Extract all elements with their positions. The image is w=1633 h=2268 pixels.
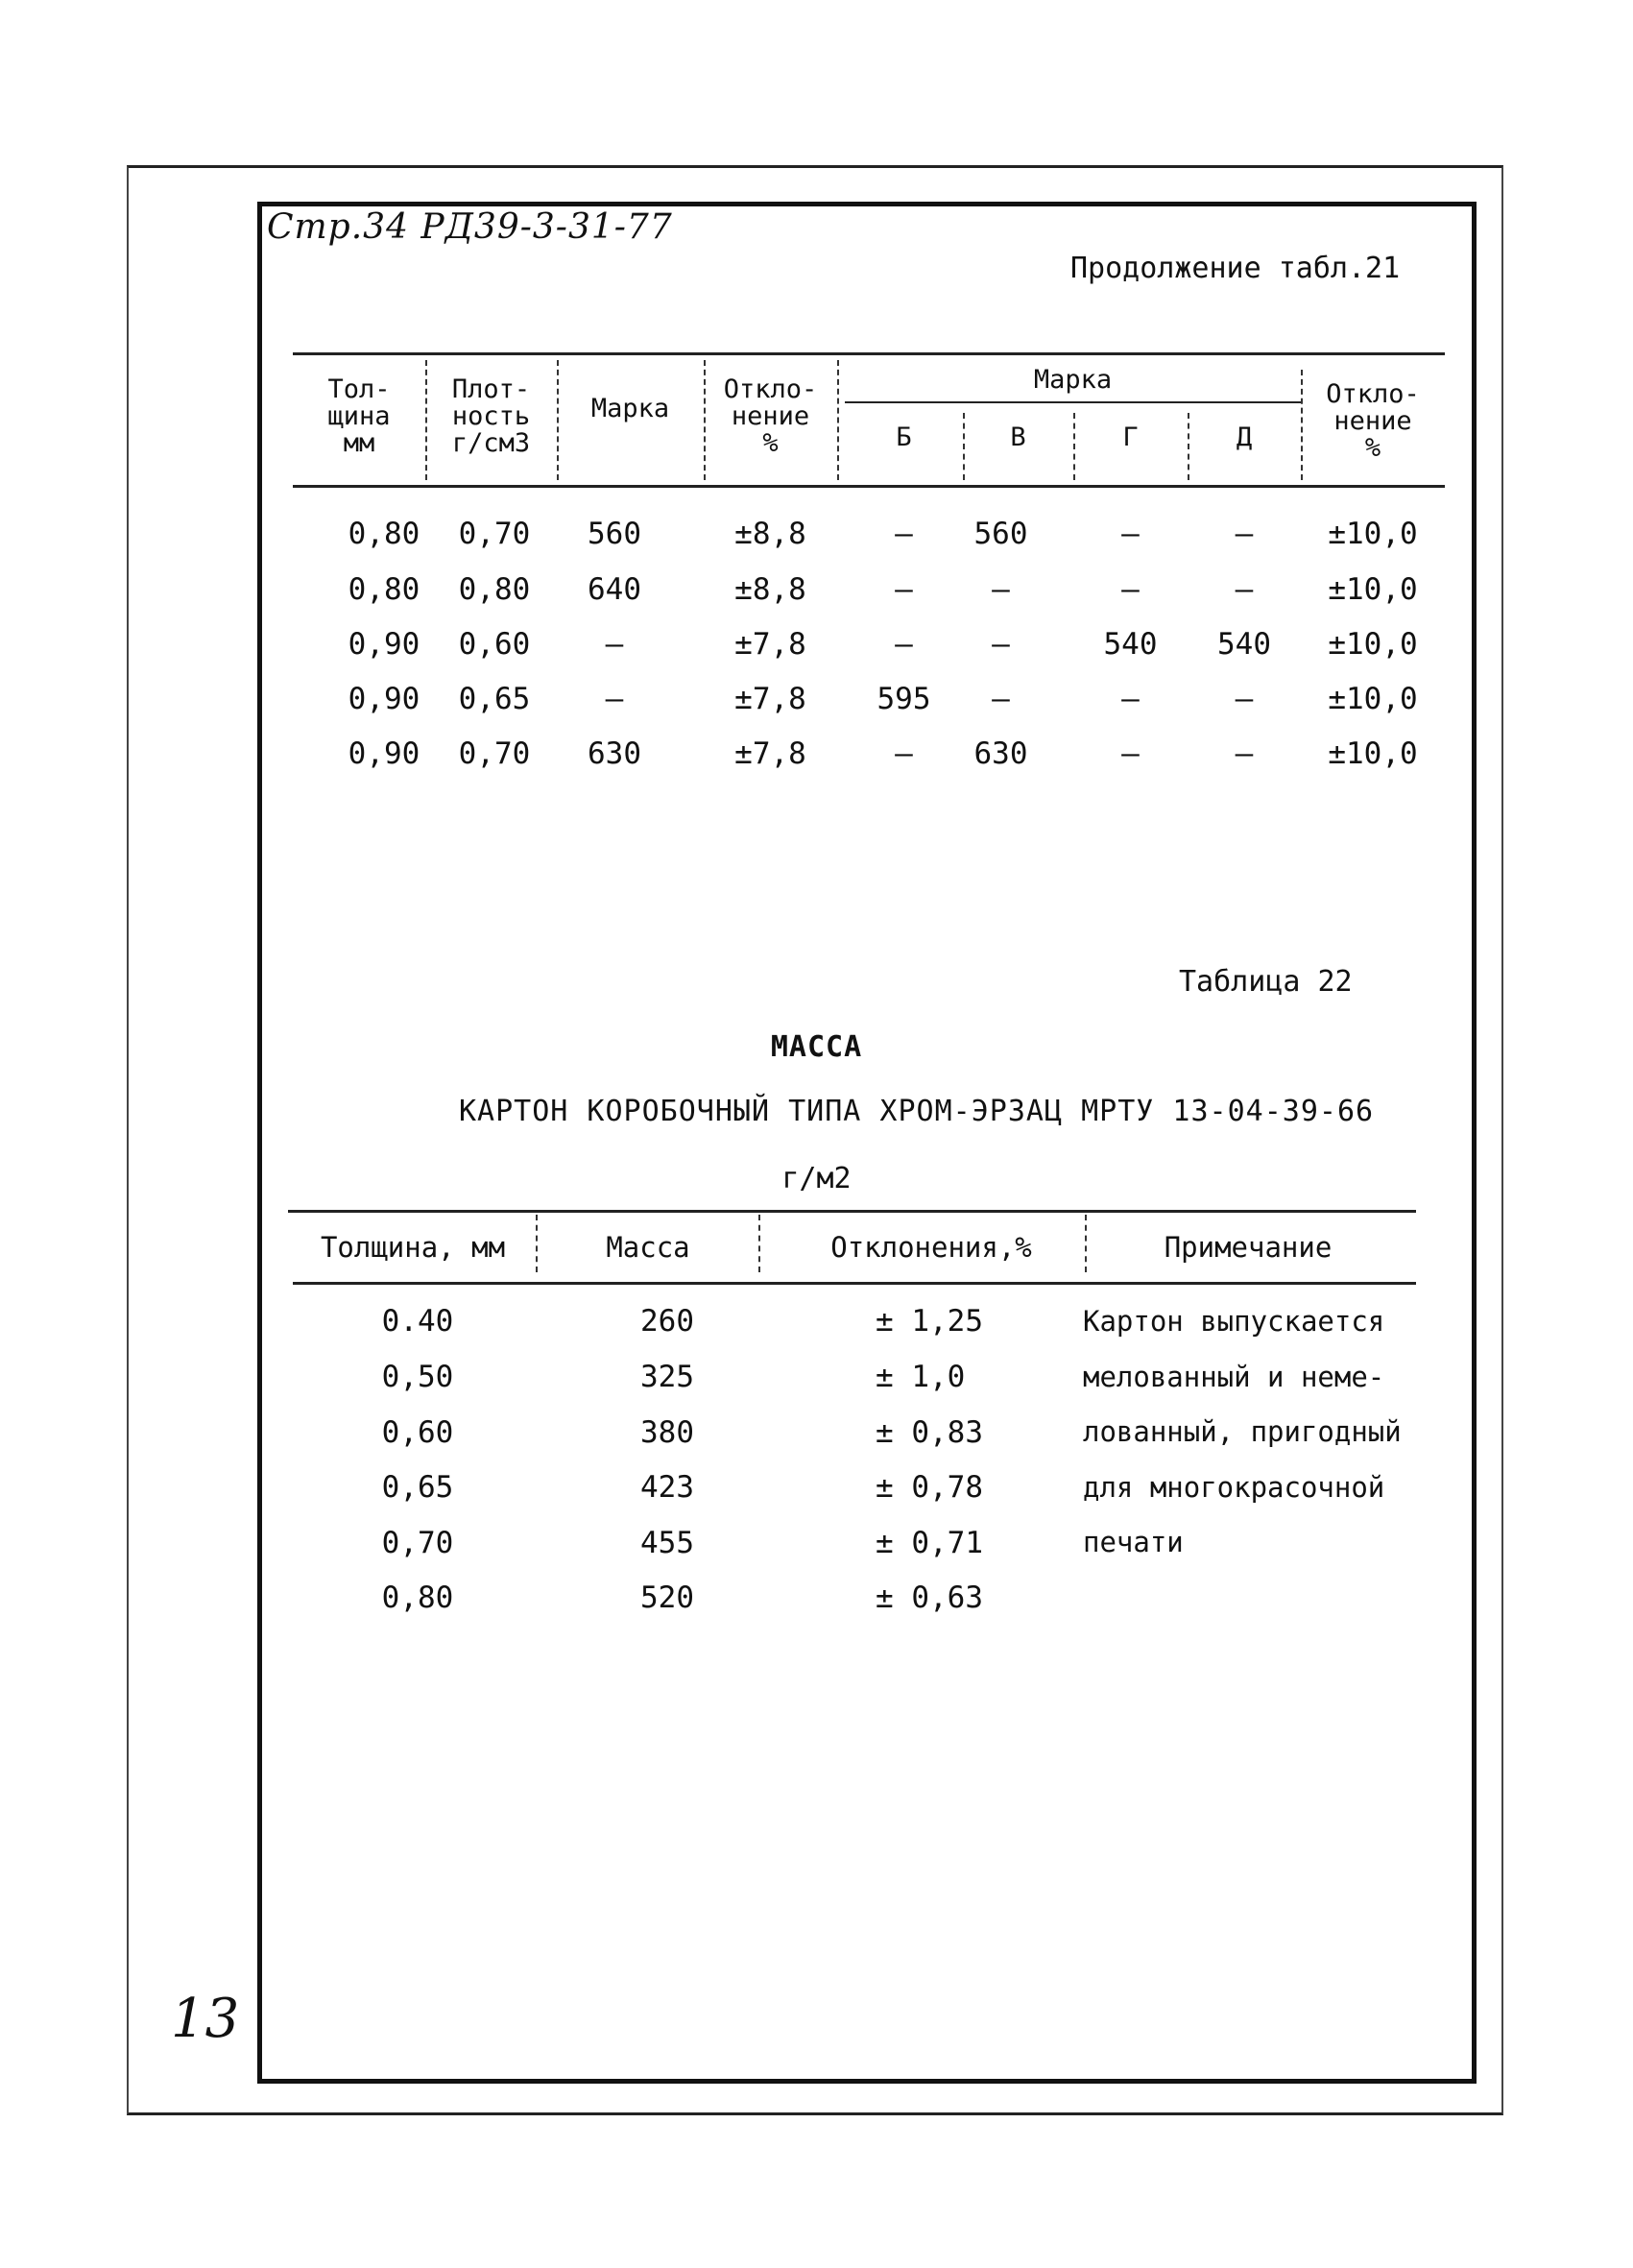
table21-cell: ±7,8 [734, 736, 806, 771]
table21-cell: ±7,8 [734, 627, 806, 662]
table21-cell: 0,70 [458, 517, 531, 551]
table21-cell: – [992, 682, 1010, 716]
table22-cell: ± 1,25 [876, 1304, 983, 1339]
table21-cell: – [1235, 736, 1254, 771]
table22-cell: 260 [640, 1304, 694, 1339]
table21-cell: 540 [1217, 627, 1271, 662]
table22-note: Картон выпускается мелованный и неме- лованный, пригодный для многокрасочной печати [1083, 1305, 1402, 1558]
table22-cell: ± 0,78 [876, 1470, 983, 1505]
table21-cell: ±8,8 [734, 517, 806, 551]
table21-cell: 630 [588, 736, 641, 771]
table21-header-b: Б [896, 422, 912, 452]
table21-cell: 640 [588, 572, 641, 607]
table21-col-sep [837, 360, 839, 480]
table21-cell: 630 [973, 736, 1028, 771]
table22-cell: ± 0,83 [876, 1415, 983, 1450]
table21-cell: – [1121, 682, 1140, 716]
table22-cell: 380 [640, 1415, 694, 1450]
table21-cell: – [895, 736, 913, 771]
table22-header-deviation: Отклонения,% [830, 1231, 1032, 1264]
table22-cell: ± 1,0 [876, 1360, 966, 1394]
table21-cell: ±10,0 [1328, 682, 1418, 716]
table22-col-sep [1085, 1215, 1087, 1272]
table22-cell: 325 [640, 1360, 694, 1394]
table22-header-bottom-rule [293, 1282, 1416, 1285]
table21-cell: ±7,8 [734, 682, 806, 716]
table21-header-thickness: Тол- щина мм [327, 374, 391, 458]
table21-cell: 0,70 [458, 736, 531, 771]
table21-cell: – [1235, 517, 1254, 551]
table21-cell: ±10,0 [1328, 517, 1418, 551]
table21-header-d: Д [1236, 422, 1253, 452]
table21-cell: 0,65 [458, 682, 531, 716]
table21-header-bottom-rule [293, 485, 1445, 488]
table21-cell: 560 [973, 517, 1028, 551]
table21-header-deviation: Откло- нение % [723, 374, 818, 458]
table21-cell: – [1121, 736, 1140, 771]
table21-cell: 540 [1103, 627, 1158, 662]
table21-cell: 0,90 [348, 736, 420, 771]
table21-cell: ±10,0 [1328, 572, 1418, 607]
table21-top-rule [293, 352, 1445, 355]
table21-cell: – [1121, 572, 1140, 607]
table21-marka-group-rule [845, 401, 1301, 403]
table21-cell: – [605, 682, 624, 716]
table21-header-g: Г [1122, 422, 1139, 452]
table22-col-sep [758, 1215, 760, 1272]
table22-top-rule [288, 1210, 1416, 1213]
table22-cell: ± 0,63 [876, 1580, 983, 1615]
table22-cell: 0,65 [381, 1470, 454, 1505]
table21-cell: 0,90 [348, 682, 420, 716]
table21-header-deviation2: Откло- нение % [1326, 379, 1420, 463]
table22-cell: ± 0,71 [876, 1526, 983, 1560]
table22-cell: 0,60 [381, 1415, 454, 1450]
table21-header-density: Плот- ность г/см3 [451, 374, 531, 458]
table22-cell: 520 [640, 1580, 694, 1615]
table21-cell: – [1235, 682, 1254, 716]
table22-cell: 0.40 [381, 1304, 454, 1339]
table22-cell: 0,70 [381, 1526, 454, 1560]
table21-cell: – [895, 627, 913, 662]
table21-cell: ±10,0 [1328, 736, 1418, 771]
table21-cell: 0,80 [348, 572, 420, 607]
table22-cell: 0,80 [381, 1580, 454, 1615]
table21-header-marka: Марка [590, 394, 670, 423]
table21-cell: – [895, 517, 913, 551]
table21-cell: – [1121, 517, 1140, 551]
table21-cell: 0,60 [458, 627, 531, 662]
table22-header-mass: Масса [606, 1231, 690, 1264]
table21-cell: 595 [877, 682, 931, 716]
document-code: Стр.34 РД39-3-31-77 [267, 207, 673, 247]
table21-cell: ±8,8 [734, 572, 806, 607]
table21-cell: ±10,0 [1328, 627, 1418, 662]
table21-cell: – [992, 627, 1010, 662]
table21-cell: 0,90 [348, 627, 420, 662]
table22-cell: 0,50 [381, 1360, 454, 1394]
table21-cell: 0,80 [348, 517, 420, 551]
table22-header-note: Примечание [1164, 1231, 1333, 1264]
table22-cell: 455 [640, 1526, 694, 1560]
page-number: 13 [171, 1988, 240, 2050]
table22-cell: 423 [640, 1470, 694, 1505]
table21-cell: – [1235, 572, 1254, 607]
table22-number-label: Таблица 22 [1179, 965, 1353, 999]
table21-header-v: В [1010, 422, 1026, 452]
table22-header-thickness: Толщина, мм [320, 1231, 506, 1264]
table22-units: г/м2 [781, 1162, 852, 1195]
table21-cell: – [992, 572, 1010, 607]
inner-page-frame [257, 202, 1477, 2084]
table21-cell: – [895, 572, 913, 607]
table21-continuation-label: Продолжение табл.21 [1070, 252, 1401, 285]
table22-title: МАССА [770, 1030, 863, 1064]
table21-header-marka-group: Марка [1033, 365, 1113, 395]
table21-cell: 0,80 [458, 572, 531, 607]
table21-cell: – [605, 627, 624, 662]
table21-cell: 560 [588, 517, 641, 551]
table22-subtitle: КАРТОН КОРОБОЧНЫЙ ТИПА ХРОМ-ЭРЗАЦ МРТУ 13-04-39-66 [459, 1095, 1375, 1128]
